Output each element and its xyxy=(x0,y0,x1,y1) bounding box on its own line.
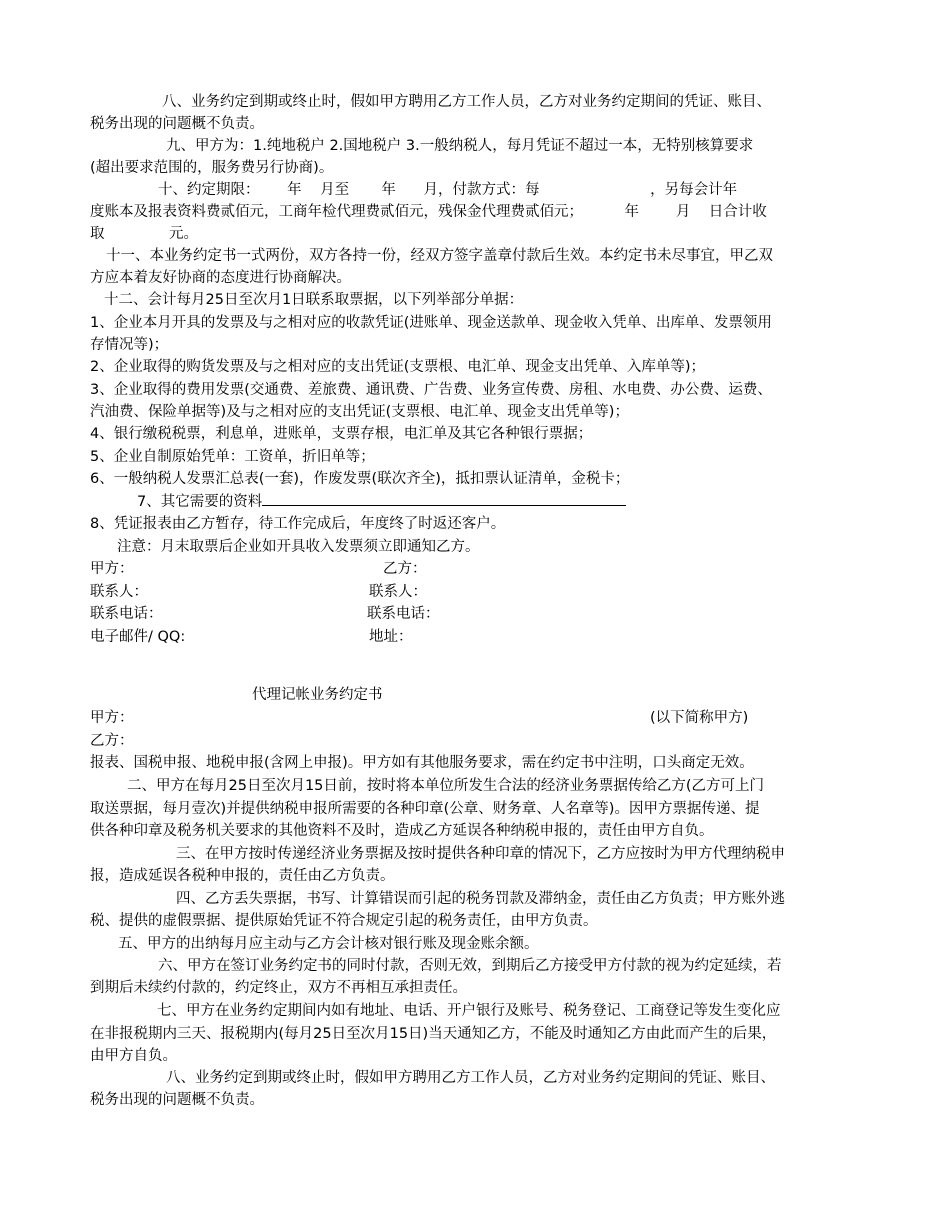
clause-9-line-2: (超出要求范围的，服务费另行协商)。 xyxy=(90,160,334,176)
party-a-email: 电子邮件/ QQ: xyxy=(90,629,186,645)
clause-11-line-2: 方应本着友好协商的态度进行协商解决。 xyxy=(90,270,351,286)
party-b-phone: 联系电话： xyxy=(367,606,440,622)
clause-10-line-2: 度账本及报表资料费贰佰元，工商年检代理费贰佰元，残保金代理费贰佰元； 年 月 日合计收 xyxy=(90,204,767,220)
list-item-7-label: 7、其它需要的资料 xyxy=(137,494,263,510)
list-item-1-line-1: 1、企业本月开具的发票及与之相对应的收款凭证(进账单、现金送款单、现金收入凭单、出库单、发票领用 xyxy=(90,315,772,331)
s2-clause-4-line-2: 税、提供的虚假票据、提供原始凭证不符合规定引起的税务责任，由甲方负责。 xyxy=(90,913,598,929)
clause-10-line-3: 取 元。 xyxy=(90,226,199,242)
s2-clause-2-line-1: 二、甲方在每月25日至次月15日前，按时将本单位所发生合法的经济业务票据传给乙方(乙方可上门 xyxy=(127,778,765,794)
party-a-label: 甲方： xyxy=(90,561,134,577)
list-item-3-line-2: 汽油费、保险单据等)及与之相对应的支出凭证(支票根、电汇单、现金支出凭单等)； xyxy=(90,404,629,420)
list-item-2: 2、企业取得的购货发票及与之相对应的支出凭证(支票根、电汇单、现金支出凭单、入库单等)； xyxy=(90,359,706,375)
clause-1-tail: 报表、国税申报、地税申报(含网上申报)。甲方如有其他服务要求，需在约定书中注明，口头商定无效。 xyxy=(90,755,754,771)
party-b-address: 地址： xyxy=(369,629,413,645)
list-item-3-line-1: 3、企业取得的费用发票(交通费、差旅费、通讯费、广告费、业务宣传费、房租、水电费、办公费、运费、 xyxy=(90,382,772,398)
section2-party-b-label: 乙方： xyxy=(90,733,134,749)
party-a-phone: 联系电话： xyxy=(90,606,163,622)
list-item-1-line-2: 存情况等)； xyxy=(90,337,169,353)
s2-clause-2-line-3: 供各种印章及税务机关要求的其他资料不及时，造成乙方延误各种纳税申报的，责任由甲方自负。 xyxy=(90,823,714,839)
s2-clause-5: 五、甲方的出纳每月应主动与乙方会计核对银行账及现金账余额。 xyxy=(118,936,539,952)
s2-clause-6-line-2: 到期后未续约付款的，约定终止，双方不再相互承担责任。 xyxy=(90,980,467,996)
clause-11-line-1: 十一、本业务约定书一式两份，双方各持一份，经双方签字盖章付款后生效。本约定书未尽事宜，甲乙双 xyxy=(106,248,773,264)
list-item-8: 8、凭证报表由乙方暂存，待工作完成后，年度终了时返还客户。 xyxy=(90,516,506,532)
s2-clause-8-line-1: 八、业务约定到期或终止时，假如甲方聘用乙方工作人员，乙方对业务约定期间的凭证、账目、 xyxy=(166,1070,775,1086)
list-item-5: 5、企业自制原始凭单：工资单，折旧单等； xyxy=(90,449,375,465)
clause-8-line-1: 八、业务约定到期或终止时，假如甲方聘用乙方工作人员，乙方对业务约定期间的凭证、账目、 xyxy=(162,94,771,110)
party-a-contact: 联系人： xyxy=(90,584,148,600)
clause-8-line-2: 税务出现的问题概不负责。 xyxy=(90,116,264,132)
fill-in-line xyxy=(262,491,626,506)
party-b-label: 乙方： xyxy=(383,561,427,577)
list-item-4: 4、银行缴税税票，利息单，进账单，支票存根，电汇单及其它各种银行票据； xyxy=(90,426,593,442)
s2-clause-3-line-2: 报，造成延误各税种申报的，责任由乙方负责。 xyxy=(90,868,395,884)
s2-clause-7-line-2: 在非报税期内三天、报税期内(每月25日至次月15日)当天通知乙方，不能及时通知乙方由此而产生的后果， xyxy=(90,1026,777,1042)
s2-clause-7-line-1: 七、甲方在业务约定期间内如有地址、电话、开户银行及账号、税务登记、工商登记等发生变化应 xyxy=(157,1003,781,1019)
document-title: 代理记帐业务约定书 xyxy=(252,687,383,703)
note: 注意：月末取票后企业如开具收入发票须立即通知乙方。 xyxy=(117,539,480,555)
clause-9-line-1: 九、甲方为：1.纯地税户 2.国地税户 3.一般纳税人，每月凭证不超过一本，无特别核算要求 xyxy=(166,138,754,154)
s2-clause-7-line-3: 由甲方自负。 xyxy=(90,1048,177,1064)
clause-12: 十二、会计每月25日至次月1日联系取票据，以下列举部分单据： xyxy=(104,292,524,308)
clause-10-line-1: 十、约定期限： 年 月至 年 月，付款方式：每 ，另每会计年 xyxy=(158,182,738,198)
section2-party-a-note: (以下简称甲方) xyxy=(650,710,749,726)
section2-party-a-label: 甲方： xyxy=(90,710,134,726)
s2-clause-8-line-2: 税务出现的问题概不负责。 xyxy=(90,1092,264,1108)
list-item-6: 6、一般纳税人发票汇总表(一套)，作废发票(联次齐全)，抵扣票认证清单，金税卡； xyxy=(90,471,630,487)
s2-clause-2-line-2: 取送票据，每月壹次)并提供纳税申报所需要的各种印章(公章、财务章、人名章等)。因甲方票据传递、提 xyxy=(90,801,760,817)
party-b-contact: 联系人： xyxy=(369,584,427,600)
s2-clause-3-line-1: 三、在甲方按时传递经济业务票据及按时提供各种印章的情况下，乙方应按时为甲方代理纳税申 xyxy=(176,846,785,862)
list-item-7 xyxy=(137,491,626,512)
s2-clause-4-line-1: 四、乙方丢失票据，书写、计算错误而引起的税务罚款及滞纳金，责任由乙方负责；甲方账外逃 xyxy=(176,891,785,907)
s2-clause-6-line-1: 六、甲方在签订业务约定书的同时付款，否则无效，到期后乙方接受甲方付款的视为约定延续，若 xyxy=(158,958,782,974)
